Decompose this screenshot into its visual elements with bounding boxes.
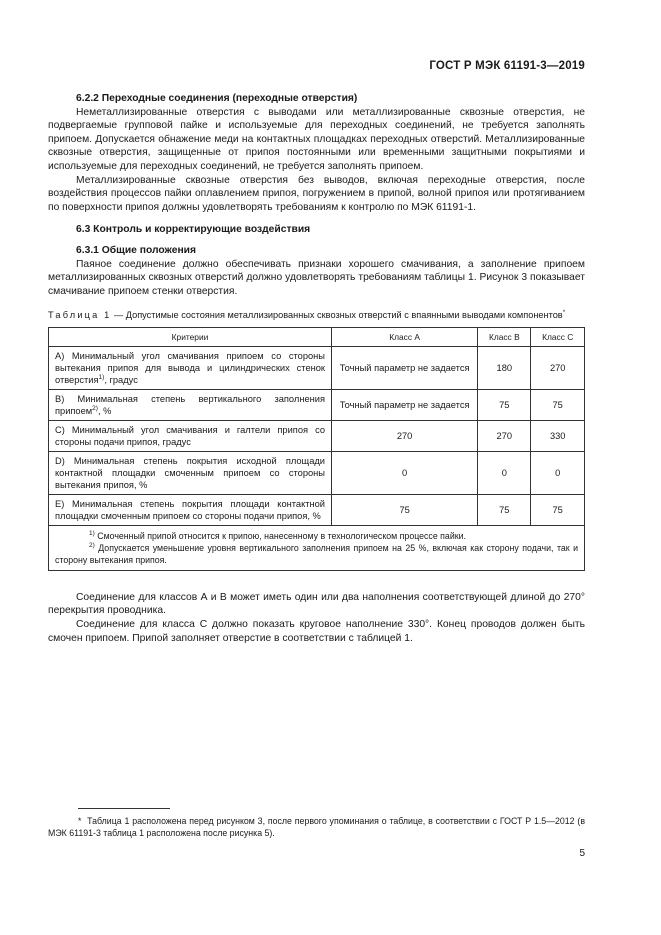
- class-a-cell: Точный параметр не задается: [332, 389, 478, 420]
- criterion-note-mark: 2): [92, 404, 98, 412]
- footnote: [48, 815, 585, 839]
- criterion-text: С) Минимальный угол смачивания и галтели припоя со стороны подачи припоя, градус: [55, 424, 325, 447]
- section-6-2-2-heading: 6.2.2 Переходные соединения (переходные отверстия): [76, 93, 358, 104]
- table-1-caption-text: — Допустимые состояния металлизированных сквозных отверстий с впаянными выводами компонентов: [111, 310, 563, 321]
- section-6-3-heading: 6.3 Контроль и корректирующие воздействия: [76, 224, 311, 236]
- class-a-cell: 0: [332, 451, 478, 494]
- header-criteria: Критерии: [49, 327, 332, 346]
- table-1-caption-label: Таблица 1: [48, 310, 112, 321]
- footnote-text: Таблица 1 расположена перед рисунком 3, после первого упоминания о таблице, в соответствии с ГОСТ Р 1.5—2012 (в МЭК 61191-3 таблица 1 расположена после рисунка 5).: [48, 816, 585, 838]
- class-b-cell: 75: [478, 494, 531, 525]
- note-text: Смоченный припой относится к припою, нанесенному в технологическом процессе пайки.: [94, 530, 466, 541]
- header-class-b: Класс В: [478, 327, 531, 346]
- class-c-cell: 0: [531, 451, 585, 494]
- criterion-text: D) Минимальная степень покрытия исходной площади контактной площадки смоченным припоем со стороны вытекания припоя, %: [55, 455, 325, 490]
- class-b-cell: 75: [478, 389, 531, 420]
- header-class-c: Класс С: [531, 327, 585, 346]
- class-a-cell: 270: [332, 420, 478, 451]
- table-row: [49, 451, 585, 494]
- page-number: 5: [579, 848, 585, 859]
- class-c-cell: 75: [531, 389, 585, 420]
- class-b-cell: 270: [478, 420, 531, 451]
- table-row: [49, 420, 585, 451]
- criterion-unit: , градус: [104, 374, 138, 385]
- class-b-cell: 0: [478, 451, 531, 494]
- class-c-cell: 330: [531, 420, 585, 451]
- after-table-paragraph-2: Соединение для класса С должно показать круговое наполнение 330°. Конец проводов должен быть смочен припоем. Припой заполняет отверстие в соответствии с таблицей 1.: [48, 619, 585, 644]
- table-row: [49, 346, 585, 389]
- criterion-text: А) Минимальный угол смачивания припоем со стороны вытекания припоя для вывода и цилиндрических стенок отверстия: [55, 350, 325, 385]
- table-row: [49, 389, 585, 420]
- class-c-cell: 75: [531, 494, 585, 525]
- criterion-text: Е) Минимальная степень покрытия площади контактной площадки смоченным припоем со стороны подачи припоя, %: [55, 498, 325, 521]
- class-b-cell: 180: [478, 346, 531, 389]
- criterion-cell: [49, 389, 332, 420]
- note-mark: 1): [89, 529, 95, 537]
- table-1-caption: [48, 310, 585, 322]
- table-note-2: [55, 542, 578, 566]
- table-1: [48, 327, 585, 571]
- footnote-separator: [78, 808, 170, 809]
- section-6-3-1-paragraph-1: Паяное соединение должно обеспечивать признаки хорошего смачивания, а заполнение припоем металлизированных сквозных отверстий должно удовлетворять требованиям таблицы 1. Рисунок 3 показывает смачивание припоем стенки отверстия.: [48, 258, 585, 297]
- criterion-cell: [49, 346, 332, 389]
- document-header: ГОСТ Р МЭК 61191-3—2019: [429, 60, 585, 72]
- header-class-a: Класс А: [332, 327, 478, 346]
- table-note-1: [55, 530, 578, 542]
- after-table-paragraph-1: Соединение для классов А и В может иметь один или два наполнения соответствующей длиной до 270° перекрытия проводника.: [48, 591, 585, 617]
- table-notes-row: [49, 525, 585, 570]
- criterion-note-mark: 1): [98, 373, 105, 381]
- table-row: [49, 494, 585, 525]
- criterion-unit: , %: [97, 405, 112, 416]
- table-header-row: [49, 327, 585, 346]
- page-content: [48, 92, 585, 645]
- note-mark: 2): [89, 541, 95, 549]
- section-6-3-1-heading: 6.3.1 Общие положения: [76, 244, 196, 256]
- criterion-cell: [49, 494, 332, 525]
- criterion-cell: [49, 451, 332, 494]
- table-notes-cell: [49, 525, 585, 570]
- footnote-mark: *: [78, 816, 82, 826]
- section-6-2-2-paragraph-1: Неметаллизированные отверстия с выводами или металлизированные сквозные отверстия, не подвергаемые групповой пайке и используемые для переходных соединений, не требуется заполнять припоем. Допускается обнажение меди на контактных площадках переходных отверстий. Металлизированные сквозные отверстия, защищенные от припоя постоянными или временными защитными покрытиями и используемые для переходных соединений, не требуется заполнять припоем.: [48, 106, 585, 172]
- criterion-text: В) Минимальная степень вертикального заполнения припоем: [55, 393, 325, 416]
- section-6-2-2-paragraph-2: Металлизированные сквозные отверстия без выводов, включая переходные отверстия, после воздействия процессов пайки оплавлением припоя, погружением в припой, волной припоя или протягиванием по поверхности припоя должны удовлетворять требованиям к контролю по МЭК 61191-1.: [48, 174, 585, 213]
- criterion-cell: [49, 420, 332, 451]
- class-c-cell: 270: [531, 346, 585, 389]
- class-a-cell: 75: [332, 494, 478, 525]
- class-a-cell: Точный параметр не задается: [332, 346, 478, 389]
- note-text: Допускается уменьшение уровня вертикального заполнения припоем на 25 %, включая как сторону подачи, так и сторону вытекания припоя.: [55, 542, 578, 565]
- table-1-caption-footnote-mark: *: [562, 309, 566, 317]
